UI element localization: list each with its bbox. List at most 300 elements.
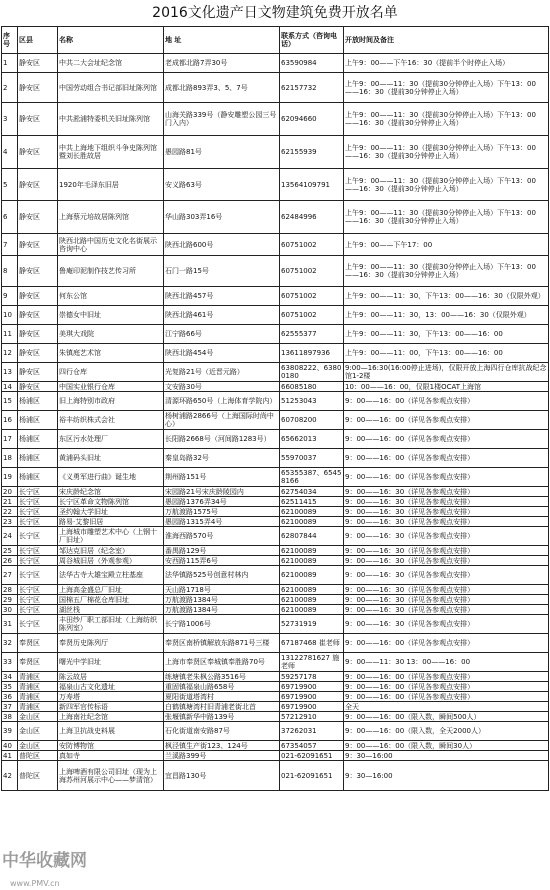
cell-district: 长宁区 xyxy=(18,595,58,605)
cell-hours: 9：00——16：30（详见各参观点安排） xyxy=(344,556,549,566)
cell-hours: 9：00——16：00（详见各参观点安排） xyxy=(344,392,549,411)
cell-name: 周谷城旧居（外观参观） xyxy=(58,556,164,566)
cell-district: 长宁区 xyxy=(18,556,58,566)
cell-hours: 9：00——16：00（限入数，瞬间30人） xyxy=(344,741,549,751)
cell-district: 静安区 xyxy=(18,201,58,234)
table-row xyxy=(2,585,549,595)
cell-hours: 9：00——16：00（限入数，全天2000人） xyxy=(344,722,549,741)
cell-number: 25 xyxy=(2,546,18,556)
cell-phone: 51253043 xyxy=(280,392,344,411)
cell-phone: 62555377 xyxy=(280,325,344,344)
cell-address: 练塘镇老朱枫公路3516号 xyxy=(164,672,280,682)
cell-phone: 67354057 xyxy=(280,741,344,751)
cell-address: 愚园路1315弄4号 xyxy=(164,517,280,527)
table-row xyxy=(2,363,549,382)
cell-address: 长阳路2668号（河间路1283号） xyxy=(164,430,280,449)
cell-name: 裕丰纺织株式会社 xyxy=(58,411,164,430)
table-row xyxy=(2,751,549,761)
table-row xyxy=(2,722,549,741)
cell-phone: 13611897936 xyxy=(280,344,344,363)
cell-district: 奉贤区 xyxy=(18,653,58,672)
table-row xyxy=(2,54,549,73)
cell-name: 上海卫抗战史料展 xyxy=(58,722,164,741)
table-row xyxy=(2,507,549,517)
cell-name: 黄浦码头旧址 xyxy=(58,449,164,468)
cell-phone: 62100089 xyxy=(280,556,344,566)
cell-number: 6 xyxy=(2,201,18,234)
cell-address: 光复路21号（近晋元路） xyxy=(164,363,280,382)
cell-hours: 9：00——16：00（详见各参观点安排） xyxy=(344,430,549,449)
cell-address: 杨树浦路2866号（上海国际时尚中心） xyxy=(164,411,280,430)
cell-address: 文安路30号 xyxy=(164,382,280,392)
cell-address: 安义路63号 xyxy=(164,169,280,201)
cell-address: 夏阳街道塔湾村 xyxy=(164,692,280,702)
cell-address: 安西路115弄6号 xyxy=(164,556,280,566)
cell-number: 21 xyxy=(2,497,18,507)
cell-number: 23 xyxy=(2,517,18,527)
cell-hours: 9：00——16：00（详见各参观点安排） xyxy=(344,634,549,653)
cell-district: 杨浦区 xyxy=(18,411,58,430)
cell-phone: 62100089 xyxy=(280,595,344,605)
table-row xyxy=(2,234,549,256)
cell-district: 静安区 xyxy=(18,382,58,392)
cell-address: 宋园路21号宋庆龄陵园内 xyxy=(164,487,280,497)
cell-number: 29 xyxy=(2,595,18,605)
cell-phone: 62100089 xyxy=(280,517,344,527)
cell-district: 长宁区 xyxy=(18,566,58,585)
cell-district: 金山区 xyxy=(18,712,58,722)
cell-phone: 63590984 xyxy=(280,54,344,73)
cell-district: 静安区 xyxy=(18,256,58,287)
cell-address: 陕西北路461号 xyxy=(164,306,280,325)
cell-address: 成都北路893弄3、5、7号 xyxy=(164,73,280,103)
table-row xyxy=(2,325,549,344)
cell-phone: 69719900 xyxy=(280,692,344,702)
cell-number: 7 xyxy=(2,234,18,256)
cell-district: 金山区 xyxy=(18,722,58,741)
watermark-logo-text: 中华收藏网 xyxy=(2,851,87,871)
cell-phone: 62100089 xyxy=(280,605,344,615)
column-header-number: 序号 xyxy=(2,27,18,54)
cell-number: 42 xyxy=(2,761,18,791)
cell-phone: 60751002 xyxy=(280,306,344,325)
column-header-phone: 联系方式（咨询电话） xyxy=(280,27,344,54)
cell-phone: 65662013 xyxy=(280,430,344,449)
cell-name: 福泉山古文化遗址 xyxy=(58,682,164,692)
table-row xyxy=(2,449,549,468)
cell-name: 奉贤历史陈列厅 xyxy=(58,634,164,653)
cell-address: 万航渡路1384号 xyxy=(164,605,280,615)
cell-phone: 69719900 xyxy=(280,702,344,712)
cell-number: 5 xyxy=(2,169,18,201)
cell-name: 中共淞浦特委机关旧址陈列馆 xyxy=(58,103,164,136)
cell-phone: 69719900 xyxy=(280,682,344,692)
cell-district: 杨浦区 xyxy=(18,392,58,411)
cell-district: 静安区 xyxy=(18,234,58,256)
cell-district: 静安区 xyxy=(18,344,58,363)
cell-number: 20 xyxy=(2,487,18,497)
cell-hours: 上午9：00——11：30，下午13：00——16：30（仅限外观） xyxy=(344,287,549,306)
cell-number: 3 xyxy=(2,103,18,136)
cell-address: 清源环路650号（上海体育学院内） xyxy=(164,392,280,411)
cell-address: 华山路303弄16号 xyxy=(164,201,280,234)
cell-name: 新四军官传标语 xyxy=(58,702,164,712)
cell-phone: 13564109791 xyxy=(280,169,344,201)
cell-district: 长宁区 xyxy=(18,527,58,546)
cell-name: 美琪大戏院 xyxy=(58,325,164,344)
cell-address: 枫泾镇生产街123、124号 xyxy=(164,741,280,751)
cell-number: 9 xyxy=(2,287,18,306)
table-row xyxy=(2,712,549,722)
cell-phone: 62094660 xyxy=(280,103,344,136)
cell-name: 《义勇军进行曲》诞生地 xyxy=(58,468,164,487)
table-row xyxy=(2,497,549,507)
cell-district: 长宁区 xyxy=(18,517,58,527)
cell-number: 10 xyxy=(2,306,18,325)
cell-district: 静安区 xyxy=(18,103,58,136)
cell-phone: 52731919 xyxy=(280,615,344,634)
cell-address: 长宁路1006号 xyxy=(164,615,280,634)
cell-hours: 9：00——16：30（详见各参观点安排） xyxy=(344,605,549,615)
cell-district: 青浦区 xyxy=(18,692,58,702)
cell-number: 4 xyxy=(2,136,18,169)
cell-phone: 60751002 xyxy=(280,234,344,256)
cell-district: 普陀区 xyxy=(18,751,58,761)
cell-hours: 上午9：00——11：30，下午13：00——16：00 xyxy=(344,325,549,344)
table-row xyxy=(2,692,549,702)
cell-district: 金山区 xyxy=(18,741,58,751)
cell-name: 中共上海地下组织斗争史陈列馆暨刘长胜故居 xyxy=(58,136,164,169)
table-row xyxy=(2,527,549,546)
cell-address: 万航渡路1384号 xyxy=(164,595,280,605)
cell-hours: 9:00—16:30(16:00停止进场)，仅限开放上海四行仓库抗战纪念馆1-2楼 xyxy=(345,364,547,380)
cell-phone: 59257178 xyxy=(280,672,344,682)
cell-hours: 全天 xyxy=(344,702,549,712)
cell-hours: 9：00——16：30（详见各参观点安排） xyxy=(344,615,549,634)
cell-district: 青浦区 xyxy=(18,702,58,712)
cell-phone: 62155939 xyxy=(280,136,344,169)
cell-hours: 9：00——16：30（详见各参观点安排） xyxy=(344,527,549,546)
cell-number: 37 xyxy=(2,702,18,712)
cell-address: 秦皇岛路32号 xyxy=(164,449,280,468)
cell-hours: 9：00——16：00（详见各参观点安排） xyxy=(344,682,549,692)
cell-name: 湖丝栈 xyxy=(58,605,164,615)
table-row xyxy=(2,741,549,751)
cell-district: 普陀区 xyxy=(18,761,58,791)
watermark-url: www.PMV.cn xyxy=(10,879,60,888)
cell-district: 静安区 xyxy=(18,306,58,325)
cell-name: 鲁庵印泥制作技艺传习所 xyxy=(58,256,164,287)
cell-hours: 9：00——16：30（详见各参观点安排） xyxy=(344,566,549,585)
cell-address: 张堰镇新华中路139号 xyxy=(164,712,280,722)
cell-name: 中国劳动组合书记部旧址陈列馆 xyxy=(58,73,164,103)
table-row xyxy=(2,306,549,325)
table-row xyxy=(2,702,549,712)
cell-hours: 9：00——16：00（详见各参观点安排） xyxy=(344,449,549,468)
cell-number: 8 xyxy=(2,256,18,287)
cell-district: 静安区 xyxy=(18,169,58,201)
column-header-hours: 开放时间及备注 xyxy=(344,27,549,54)
cell-name: 法华古寺大雄宝殿立柱基座 xyxy=(58,566,164,585)
cell-address: 上海市奉贤区奉城镇奉胜路70号 xyxy=(164,653,280,672)
cell-district: 青浦区 xyxy=(18,672,58,682)
cell-address: 陕西北路454号 xyxy=(164,344,280,363)
cell-hours: 上午9：00——11：30（提前30分钟停止入场）下午13：00——16：30（提前30分钟停止入场） xyxy=(344,103,549,136)
cell-address: 宜昌路130号 xyxy=(164,761,280,791)
table-row xyxy=(2,169,549,201)
cell-name: 上海高金盛总厂旧址 xyxy=(58,585,164,595)
table-row xyxy=(2,287,549,306)
cell-district: 静安区 xyxy=(18,363,58,382)
cell-hours: 上午9：00——11：30（提前30分钟停止入场）下午13：00——16：30（提前30分钟停止入场） xyxy=(344,136,549,169)
cell-phone: 60751002 xyxy=(280,256,344,287)
cell-phone: 13122781627 施老师 xyxy=(280,653,344,672)
cell-hours: 上午9：00——11：00，下午13：00——16：00 xyxy=(344,344,549,363)
cell-number: 32 xyxy=(2,634,18,653)
cell-phone: 62484996 xyxy=(280,201,344,234)
cell-phone: 57212910 xyxy=(280,712,344,722)
heritage-list-table xyxy=(1,26,549,791)
table-row xyxy=(2,201,549,234)
cell-name: 国棉五厂棉花仓库旧址 xyxy=(58,595,164,605)
table-row xyxy=(2,430,549,449)
table-row xyxy=(2,546,549,556)
cell-hours: 上午9：00——11：30（提前30分钟停止入场）下午13：00——16：30（提前30分钟停止入场） xyxy=(344,169,549,201)
cell-name: 长宁区革命文物陈列馆 xyxy=(58,497,164,507)
cell-hours: 9：00——16：30（详见各参观点安排） xyxy=(344,507,549,517)
cell-name: 1920年毛泽东旧居 xyxy=(58,169,164,201)
cell-name: 旧上海特别市政府 xyxy=(58,392,164,411)
cell-address: 荆州路151号 xyxy=(164,468,280,487)
column-header-district: 区县 xyxy=(18,27,58,54)
cell-hours: 上午9：00——11：30（提前30分钟停止入场）下午13：00——16：30（提前30分钟停止入场） xyxy=(344,201,549,234)
cell-name: 东区污水处理厂 xyxy=(58,430,164,449)
cell-name: 真如寺 xyxy=(58,751,164,761)
table-row xyxy=(2,761,549,791)
cell-address: 陕西北路600号 xyxy=(164,234,280,256)
table-row xyxy=(2,256,549,287)
cell-number: 41 xyxy=(2,751,18,761)
cell-number: 28 xyxy=(2,585,18,595)
cell-number: 22 xyxy=(2,507,18,517)
cell-phone: 37262031 xyxy=(280,722,344,741)
cell-phone: 62511415 xyxy=(280,497,344,507)
cell-phone: 62100089 xyxy=(280,507,344,517)
cell-name: 崇德女中旧址 xyxy=(58,306,164,325)
cell-hours: 上午9：00——11：30（提前30分钟停止入场）下午13：00——16：30（提前30分钟停止入场） xyxy=(344,256,549,287)
cell-hours: 9：00——16：00（详见各参观点安排） xyxy=(344,468,549,487)
cell-number: 16 xyxy=(2,411,18,430)
cell-district: 静安区 xyxy=(18,325,58,344)
table-row xyxy=(2,103,549,136)
table-row xyxy=(2,672,549,682)
cell-phone: 021-62091651 xyxy=(280,751,344,761)
cell-phone: 65355387、65458166 xyxy=(280,468,344,487)
cell-district: 奉贤区 xyxy=(18,634,58,653)
cell-district: 静安区 xyxy=(18,54,58,73)
cell-number: 26 xyxy=(2,556,18,566)
cell-address: 奉贤区南桥镇解放东路871号三楼 xyxy=(164,634,280,653)
cell-address: 淮海西路570号 xyxy=(164,527,280,546)
cell-address: 陕西北路457号 xyxy=(164,287,280,306)
cell-address: 重固镇福泉山路658号 xyxy=(164,682,280,692)
cell-district: 静安区 xyxy=(18,136,58,169)
cell-phone: 60708200 xyxy=(280,411,344,430)
cell-number: 13 xyxy=(2,363,18,382)
cell-name: 陈云故居 xyxy=(58,672,164,682)
document-title: 2016文化遗产日文物建筑免费开放名单 xyxy=(152,5,398,21)
cell-name: 丰田纱厂职工部旧址（上海纺织陈列室） xyxy=(58,615,164,634)
cell-name: 上海蔡元培故居陈列馆 xyxy=(58,201,164,234)
cell-address: 愚园路81号 xyxy=(164,136,280,169)
cell-address: 法华镇路525号创意村林内 xyxy=(164,566,280,585)
cell-district: 静安区 xyxy=(18,73,58,103)
cell-hours: 上午9：00——11：30（提前30分钟停止入场）下午13：00——16：30（提前30分钟停止入场） xyxy=(344,73,549,103)
cell-number: 38 xyxy=(2,712,18,722)
cell-district: 静安区 xyxy=(18,287,58,306)
cell-hours: 9：00——16：00（限入数，瞬间500人） xyxy=(344,712,549,722)
cell-district: 长宁区 xyxy=(18,497,58,507)
column-header-name: 名称 xyxy=(58,27,164,54)
cell-name: 中共二大会址纪念馆 xyxy=(58,54,164,73)
cell-address: 天山路1718号 xyxy=(164,585,280,595)
cell-district: 长宁区 xyxy=(18,487,58,497)
table-row xyxy=(2,634,549,653)
cell-name: 曙光中学旧址 xyxy=(58,653,164,672)
cell-name: 万寿塔 xyxy=(58,692,164,702)
cell-number: 40 xyxy=(2,741,18,751)
cell-name: 陕西北路中国历史文化名街展示咨询中心 xyxy=(58,234,164,256)
table-row xyxy=(2,392,549,411)
cell-district: 杨浦区 xyxy=(18,449,58,468)
table-row xyxy=(2,605,549,615)
cell-number: 31 xyxy=(2,615,18,634)
cell-district: 杨浦区 xyxy=(18,468,58,487)
cell-number: 39 xyxy=(2,722,18,741)
cell-name: 中国实业银行仓库 xyxy=(58,382,164,392)
cell-hours: 9：30—16:00 xyxy=(344,761,549,791)
cell-name: 圣约翰大学旧址 xyxy=(58,507,164,517)
cell-number: 19 xyxy=(2,468,18,487)
cell-number: 15 xyxy=(2,392,18,411)
cell-name: 四行仓库 xyxy=(58,363,164,382)
cell-number: 33 xyxy=(2,653,18,672)
cell-number: 2 xyxy=(2,73,18,103)
cell-number: 18 xyxy=(2,449,18,468)
cell-number: 17 xyxy=(2,430,18,449)
cell-phone: 021-62091651 xyxy=(280,761,344,791)
cell-hours: 10：00——16：00，仅限1楼OCAT上海馆 xyxy=(344,382,549,392)
cell-hours: 9：00——16：30（详见各参观点安排） xyxy=(344,546,549,556)
cell-number: 14 xyxy=(2,382,18,392)
cell-district: 长宁区 xyxy=(18,585,58,595)
cell-address: 番禺路129号 xyxy=(164,546,280,556)
table-row xyxy=(2,615,549,634)
table-row xyxy=(2,136,549,169)
cell-address: 愚园路1376弄34号 xyxy=(164,497,280,507)
table-body xyxy=(2,54,549,791)
table-row xyxy=(2,556,549,566)
cell-district: 杨浦区 xyxy=(18,430,58,449)
cell-district: 长宁区 xyxy=(18,546,58,556)
table-row xyxy=(2,682,549,692)
cell-phone: 66085180 xyxy=(280,382,344,392)
cell-hours: 上午9：00——下午17：00 xyxy=(344,234,549,256)
cell-hours: 9：30—16:00 xyxy=(344,751,549,761)
cell-phone: 62100089 xyxy=(280,546,344,556)
cell-name: 上海南社纪念馆 xyxy=(58,712,164,722)
cell-number: 12 xyxy=(2,344,18,363)
table-row xyxy=(2,344,549,363)
table-row xyxy=(2,566,549,585)
cell-hours: 9：00——16：30（详见各参观点安排） xyxy=(344,487,549,497)
cell-phone: 62100089 xyxy=(280,566,344,585)
table-row xyxy=(2,595,549,605)
cell-number: 27 xyxy=(2,566,18,585)
cell-hours: 9：00——16：00（详见各参观点安排） xyxy=(344,672,549,682)
cell-name: 邹达克旧居（纪念室） xyxy=(58,546,164,556)
cell-district: 青浦区 xyxy=(18,682,58,692)
cell-hours: 9：00——16：00（详见各参观点安排） xyxy=(344,692,549,702)
table-row xyxy=(2,487,549,497)
cell-phone: 62157732 xyxy=(280,73,344,103)
cell-number: 24 xyxy=(2,527,18,546)
cell-address: 山海关路339号（静安雕塑公园三号门入内） xyxy=(164,103,280,136)
table-row xyxy=(2,653,549,672)
cell-phone: 55970037 xyxy=(280,449,344,468)
cell-phone: 60751002 xyxy=(280,287,344,306)
cell-number: 35 xyxy=(2,682,18,692)
cell-name: 宋庆龄纪念馆 xyxy=(58,487,164,497)
cell-hours: 9：00——16：30（详见各参观点安排） xyxy=(344,497,549,507)
cell-hours: 上午9：00——下午16：30（提前半个时停止入场） xyxy=(344,54,549,73)
table-row xyxy=(2,517,549,527)
cell-address: 石化街道南安路87号 xyxy=(164,722,280,741)
cell-number: 36 xyxy=(2,692,18,702)
table-row xyxy=(2,468,549,487)
cell-district: 长宁区 xyxy=(18,507,58,517)
cell-name: 何东公馆 xyxy=(58,287,164,306)
cell-number: 1 xyxy=(2,54,18,73)
cell-phone: 62100089 xyxy=(280,585,344,595)
cell-hours: 9：00——16：30（详见各参观点安排） xyxy=(344,517,549,527)
column-header-address: 地 址 xyxy=(164,27,280,54)
cell-hours: 上午9：00——11：30，13：00——16：30（仅限外观） xyxy=(344,306,549,325)
table-row xyxy=(2,73,549,103)
header-row xyxy=(2,27,549,54)
table-row xyxy=(2,411,549,430)
cell-address: 老成都北路7弄30号 xyxy=(164,54,280,73)
cell-number: 30 xyxy=(2,605,18,615)
cell-name: 朱镇庭艺术馆 xyxy=(58,344,164,363)
cell-district: 长宁区 xyxy=(18,615,58,634)
cell-name: 路易·艾黎旧居 xyxy=(58,517,164,527)
cell-hours: 9：00——16：00（详见各参观点安排） xyxy=(344,411,549,430)
watermark xyxy=(2,846,142,888)
cell-name: 上海城市雕塑艺术中心（上钢十厂旧址） xyxy=(58,527,164,546)
cell-phone: 63808222、63800180 xyxy=(280,363,344,382)
cell-number: 34 xyxy=(2,672,18,682)
cell-address: 江宁路66号 xyxy=(164,325,280,344)
cell-address: 万航渡路1575号 xyxy=(164,507,280,517)
cell-name: 安防博物馆 xyxy=(58,741,164,751)
cell-hours: 9：00——16：30（详见各参观点安排） xyxy=(344,585,549,595)
cell-address: 白鹤镇塘湾村旧青浦老街北首 xyxy=(164,702,280,712)
cell-district: 长宁区 xyxy=(18,605,58,615)
table-row xyxy=(2,382,549,392)
cell-phone: 62754034 xyxy=(280,487,344,497)
cell-hours: 9：00——11：30 13：00——16：00 xyxy=(344,653,549,672)
